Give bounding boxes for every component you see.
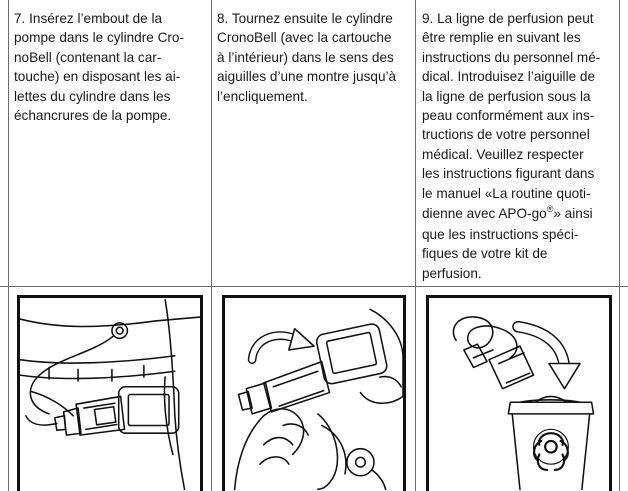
step-9-line: fiques de votre kit de: [422, 246, 548, 262]
rotate-arrow-icon: [252, 329, 314, 360]
step-9-line: instructions du personnel mé-: [422, 49, 601, 65]
table-border-right: [619, 0, 620, 491]
step-7-line: pompe dans le cylindre Cro-: [14, 30, 185, 46]
step-8-text: [217, 9, 396, 106]
step-9-line: que les instructions spéci-: [422, 227, 579, 243]
step-9-text: [422, 9, 600, 283]
step-9-line-registered: [422, 203, 600, 225]
step-7-line: touche) en disposant les ai-: [14, 69, 181, 85]
registered-mark: ®: [546, 204, 554, 215]
step-7-text: [14, 9, 184, 125]
step-7-line: lettes du cylindre dans les: [14, 88, 171, 104]
step-9-line: la ligne de perfusion sous la: [422, 88, 591, 104]
step-7-line: noBell (contenant la car-: [14, 49, 162, 65]
step-9-line: peau conformément aux ins-: [422, 108, 595, 124]
step-9-line: médical. Veuillez respecter: [422, 146, 584, 162]
step-8-line: l’encliquement.: [217, 88, 308, 104]
step-9-line: le manuel «La routine quoti-: [422, 185, 591, 201]
table-border-left: [8, 0, 9, 491]
table-divider-2: [415, 0, 416, 491]
step-8-line: CronoBell (avec la cartouche: [217, 30, 392, 46]
step-9-line-part: » ainsi: [553, 206, 593, 222]
biohazard-icon: [534, 429, 569, 470]
step-9-line: 9. La ligne de perfusion peut: [422, 11, 594, 26]
step-9-line: tructions de votre personnel: [422, 127, 590, 143]
cylinder-rotate-illustration: [222, 295, 406, 491]
table-row-divider: [0, 286, 628, 287]
table-divider-1: [211, 0, 212, 491]
step-9-line: dical. Introduisez l’aiguille de: [422, 69, 596, 85]
step-8-line: aiguilles d’une montre jusqu’à: [217, 69, 397, 85]
step-9-line-part: dienne avec APO-go: [422, 206, 547, 222]
step-9-line: être remplie en suivant les: [422, 30, 581, 46]
step-7-line: 7. Insérez l’embout de la: [14, 11, 163, 26]
step-8-line: 8. Tournez ensuite le cylindre: [217, 11, 393, 26]
down-arrow-icon: [518, 327, 580, 389]
step-9-line: perfusion.: [422, 265, 482, 281]
step-9-line: les instructions figurant dans: [422, 166, 595, 182]
sharps-disposal-illustration: [426, 295, 612, 491]
pump-attach-illustration: [17, 295, 203, 491]
step-7-line: échancrures de la pompe.: [14, 108, 172, 124]
step-8-line: à l’intérieur) dans le sens des: [217, 49, 394, 65]
